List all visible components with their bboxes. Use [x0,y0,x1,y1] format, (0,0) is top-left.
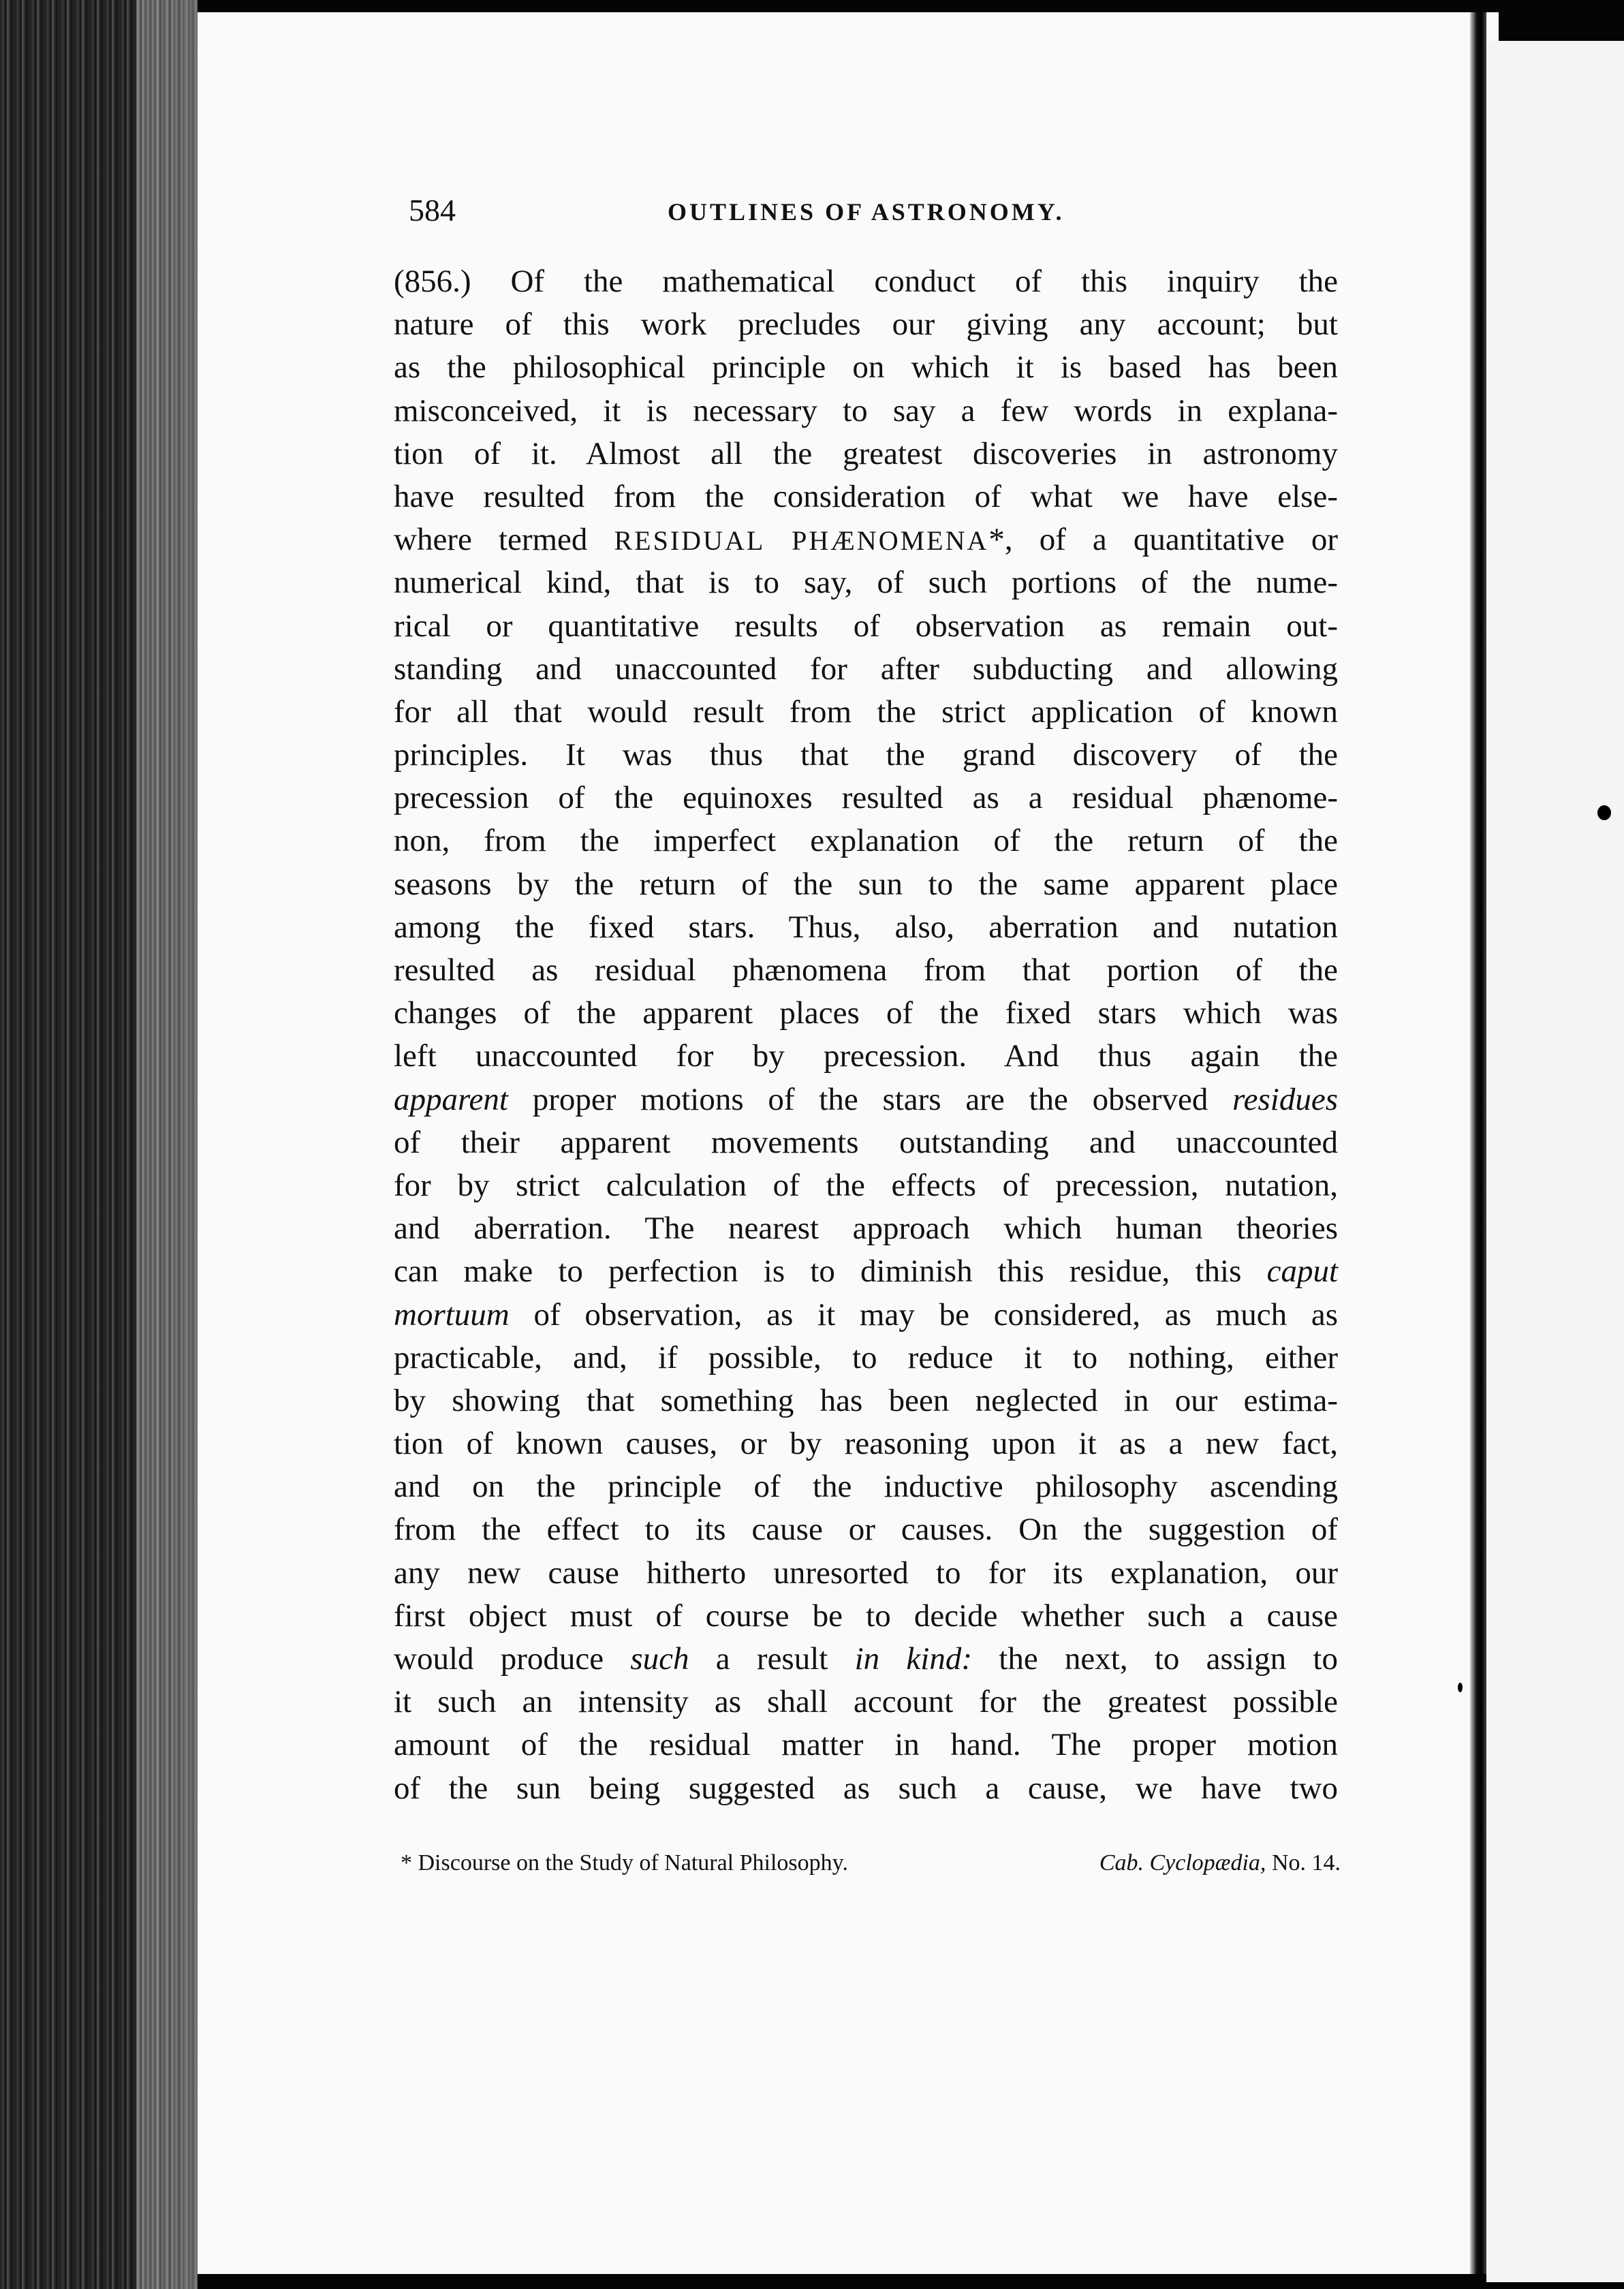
text-line [394,518,1338,561]
running-title: OUTLINES OF ASTRONOMY. [668,198,1065,225]
adjacent-page-edge [1486,41,1624,2282]
text-segment: proper motions of the stars are the observed [507,1081,1233,1117]
text-line: as the philosophical principle on which it is based has been [394,349,1338,386]
text-segment: of observation, as it may be considered, as much as [509,1296,1338,1333]
text-line: principles. It was thus that the grand discovery of the [394,737,1338,773]
text-line: and on the principle of the inductive philosophy ascending [394,1469,1338,1505]
text-line: have resulted from the consideration of what we have else- [394,478,1338,514]
text-line: nature of this work precludes our giving any account; but [394,307,1338,343]
text-segment: would produce [394,1641,631,1677]
text-line: rical or quantitative results of observation as remain out- [394,608,1338,644]
text-line: any new cause hitherto unresorted to for its explanation, our [394,1555,1338,1591]
text-line: from the effect to its cause or causes. On the suggestion of [394,1512,1338,1548]
book-left-edge-highlight [136,0,198,2289]
text-line: (856.) Of the mathematical conduct of this inquiry the [394,264,1338,299]
text-line [394,1638,1338,1681]
text-line: of the sun being suggested as such a cause, we have two [394,1770,1338,1806]
text-line: amount of the residual matter in hand. The proper motion [394,1727,1338,1763]
text-segment: where termed [394,522,614,558]
text-line: tion of known causes, or by reasoning upon it as a new fact, [394,1426,1338,1462]
text-segment: the next, to assign to [972,1641,1338,1677]
text-line: of their apparent movements outstanding and unaccounted [394,1124,1338,1160]
text-line: seasons by the return of the sun to the same apparent place [394,866,1338,902]
italic-term: in kind: [854,1641,972,1677]
text-segment: can make to perfection is to diminish this residue, this [394,1254,1267,1290]
italic-term: caput [1266,1254,1338,1290]
text-line: precession of the equinoxes resulted as a residual phænome- [394,780,1338,816]
page-number: 584 [409,193,456,228]
italic-term: residues [1232,1081,1338,1117]
text-line: practicable, and, if possible, to reduce it to nothing, either [394,1339,1338,1375]
text-line: non, from the imperfect explanation of the return of the [394,823,1338,859]
footnote-citation [1099,1850,1341,1876]
ink-spot [1458,1683,1463,1692]
running-header [409,192,1322,240]
text-segment: *, of a quantitative or [988,522,1338,558]
ink-spot [1597,805,1611,820]
text-line [394,1250,1338,1293]
text-line: it such an intensity as shall account for the greatest possible [394,1684,1338,1720]
text-line: resulted as residual phænomena from that portion of the [394,952,1338,988]
text-line: changes of the apparent places of the fixed stars which was [394,995,1338,1031]
footnote-cite-italic: Cab. Cyclopædia, [1099,1850,1266,1875]
text-line: by showing that something has been neglected in our estima- [394,1382,1338,1418]
text-line [394,1078,1338,1121]
text-line: first object must of course be to decide whether such a cause [394,1598,1338,1634]
text-line: standing and unaccounted for after subducting and allowing [394,651,1338,687]
book-right-gutter [1470,12,1486,2274]
footnote-marker: * [401,1850,412,1875]
text-line: left unaccounted for by precession. And thus again the [394,1038,1338,1074]
text-line: misconceived, it is necessary to say a few words in explana- [394,392,1338,429]
text-line: numerical kind, that is to say, of such portions of the nume- [394,565,1338,601]
small-caps-term: RESIDUAL PHÆNOMENA [614,525,989,557]
text-segment: a result [689,1641,855,1677]
text-line: tion of it. Almost all the greatest discoveries in astronomy [394,435,1338,471]
footnote-text: Discourse on the Study of Natural Philosophy. [418,1850,848,1875]
text-line: among the fixed stars. Thus, also, aberration and nutation [394,909,1338,945]
italic-term: mortuum [394,1296,510,1333]
italic-term: such [630,1641,689,1677]
text-line: for all that would result from the strict application of known [394,694,1338,730]
text-line [394,1294,1338,1337]
text-line: and aberration. The nearest approach which human theories [394,1211,1338,1247]
footnote [401,1850,1341,1876]
italic-term: apparent [394,1081,508,1117]
footnote-cite-plain: No. 14. [1266,1850,1341,1875]
body-text [394,260,1338,1810]
text-line: for by strict calculation of the effects of precession, nutation, [394,1167,1338,1203]
